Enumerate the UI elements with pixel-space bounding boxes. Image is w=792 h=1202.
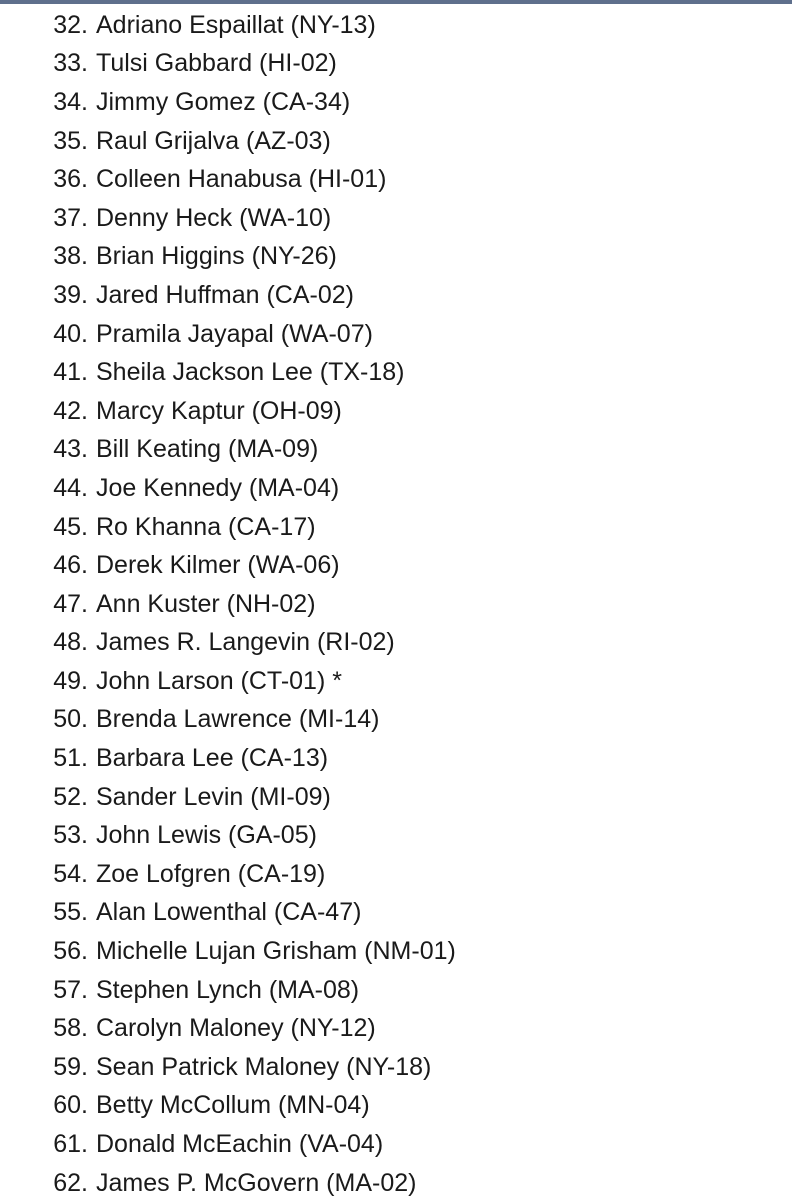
item-text: Raul Grijalva (AZ-03) xyxy=(96,126,331,155)
item-text: Jimmy Gomez (CA-34) xyxy=(96,87,351,116)
list-item xyxy=(0,83,792,122)
list-item xyxy=(0,6,792,45)
list-item xyxy=(0,160,792,199)
item-number: 48. xyxy=(53,628,88,657)
list-item xyxy=(0,816,792,855)
list-item xyxy=(0,1164,792,1202)
item-number: 55. xyxy=(53,898,88,927)
item-number: 50. xyxy=(53,705,88,734)
item-number: 32. xyxy=(53,10,88,39)
item-number: 39. xyxy=(53,280,88,309)
item-text: John Lewis (GA-05) xyxy=(96,821,317,850)
item-number: 57. xyxy=(53,975,88,1004)
item-text: Ro Khanna (CA-17) xyxy=(96,512,316,541)
item-number: 36. xyxy=(53,165,88,194)
list-item xyxy=(0,45,792,84)
item-number: 44. xyxy=(53,473,88,502)
item-text: James R. Langevin (RI-02) xyxy=(96,628,395,657)
list-item xyxy=(0,508,792,547)
list-item xyxy=(0,353,792,392)
item-text: Carolyn Maloney (NY-12) xyxy=(96,1014,376,1043)
list-item xyxy=(0,546,792,585)
item-number: 58. xyxy=(53,1014,88,1043)
item-number: 59. xyxy=(53,1052,88,1081)
item-text: Donald McEachin (VA-04) xyxy=(96,1130,384,1159)
item-number: 52. xyxy=(53,782,88,811)
list-item xyxy=(0,1009,792,1048)
item-text: Barbara Lee (CA-13) xyxy=(96,744,329,773)
list-item xyxy=(0,1125,792,1164)
list-item xyxy=(0,199,792,238)
item-text: Sander Levin (MI-09) xyxy=(96,782,331,811)
item-number: 61. xyxy=(53,1130,88,1159)
item-text: Jared Huffman (CA-02) xyxy=(96,280,354,309)
item-number: 35. xyxy=(53,126,88,155)
item-text: Marcy Kaptur (OH-09) xyxy=(96,396,342,425)
list-item xyxy=(0,894,792,933)
list-item xyxy=(0,122,792,161)
item-number: 49. xyxy=(53,666,88,695)
item-text: Betty McCollum (MN-04) xyxy=(96,1091,370,1120)
item-number: 45. xyxy=(53,512,88,541)
top-border xyxy=(0,0,792,4)
item-text: Stephen Lynch (MA-08) xyxy=(96,975,360,1004)
item-text: John Larson (CT-01) * xyxy=(96,666,342,695)
item-text: Colleen Hanabusa (HI-01) xyxy=(96,165,387,194)
list-item xyxy=(0,585,792,624)
item-text: Sheila Jackson Lee (TX-18) xyxy=(96,358,405,387)
item-number: 33. xyxy=(53,49,88,78)
list-item xyxy=(0,855,792,894)
item-number: 43. xyxy=(53,435,88,464)
list-item xyxy=(0,662,792,701)
item-text: Adriano Espaillat (NY-13) xyxy=(96,10,376,39)
item-text: Sean Patrick Maloney (NY-18) xyxy=(96,1052,432,1081)
item-text: James P. McGovern (MA-02) xyxy=(96,1168,417,1197)
list-item xyxy=(0,431,792,470)
item-number: 53. xyxy=(53,821,88,850)
list-item xyxy=(0,932,792,971)
item-text: Zoe Lofgren (CA-19) xyxy=(96,859,326,888)
item-text: Joe Kennedy (MA-04) xyxy=(96,473,340,502)
item-number: 40. xyxy=(53,319,88,348)
list-item xyxy=(0,392,792,431)
item-number: 38. xyxy=(53,242,88,271)
item-number: 60. xyxy=(53,1091,88,1120)
list-item xyxy=(0,1087,792,1126)
item-text: Bill Keating (MA-09) xyxy=(96,435,319,464)
list-item xyxy=(0,624,792,663)
item-number: 37. xyxy=(53,203,88,232)
list-item xyxy=(0,739,792,778)
list-item xyxy=(0,315,792,354)
item-text: Ann Kuster (NH-02) xyxy=(96,589,316,618)
item-number: 42. xyxy=(53,396,88,425)
item-number: 54. xyxy=(53,859,88,888)
member-list xyxy=(0,6,792,1202)
item-text: Tulsi Gabbard (HI-02) xyxy=(96,49,337,78)
list-item xyxy=(0,1048,792,1087)
item-number: 46. xyxy=(53,551,88,580)
item-text: Alan Lowenthal (CA-47) xyxy=(96,898,362,927)
list-item xyxy=(0,971,792,1010)
list-item xyxy=(0,469,792,508)
list-item xyxy=(0,778,792,817)
item-number: 47. xyxy=(53,589,88,618)
list-item xyxy=(0,701,792,740)
item-text: Derek Kilmer (WA-06) xyxy=(96,551,340,580)
item-number: 56. xyxy=(53,937,88,966)
item-number: 62. xyxy=(53,1168,88,1197)
item-text: Brenda Lawrence (MI-14) xyxy=(96,705,380,734)
item-text: Denny Heck (WA-10) xyxy=(96,203,332,232)
item-number: 41. xyxy=(53,358,88,387)
item-text: Michelle Lujan Grisham (NM-01) xyxy=(96,937,456,966)
list-item xyxy=(0,276,792,315)
item-number: 51. xyxy=(53,744,88,773)
item-number: 34. xyxy=(53,87,88,116)
item-text: Pramila Jayapal (WA-07) xyxy=(96,319,373,348)
list-item xyxy=(0,238,792,277)
item-text: Brian Higgins (NY-26) xyxy=(96,242,337,271)
